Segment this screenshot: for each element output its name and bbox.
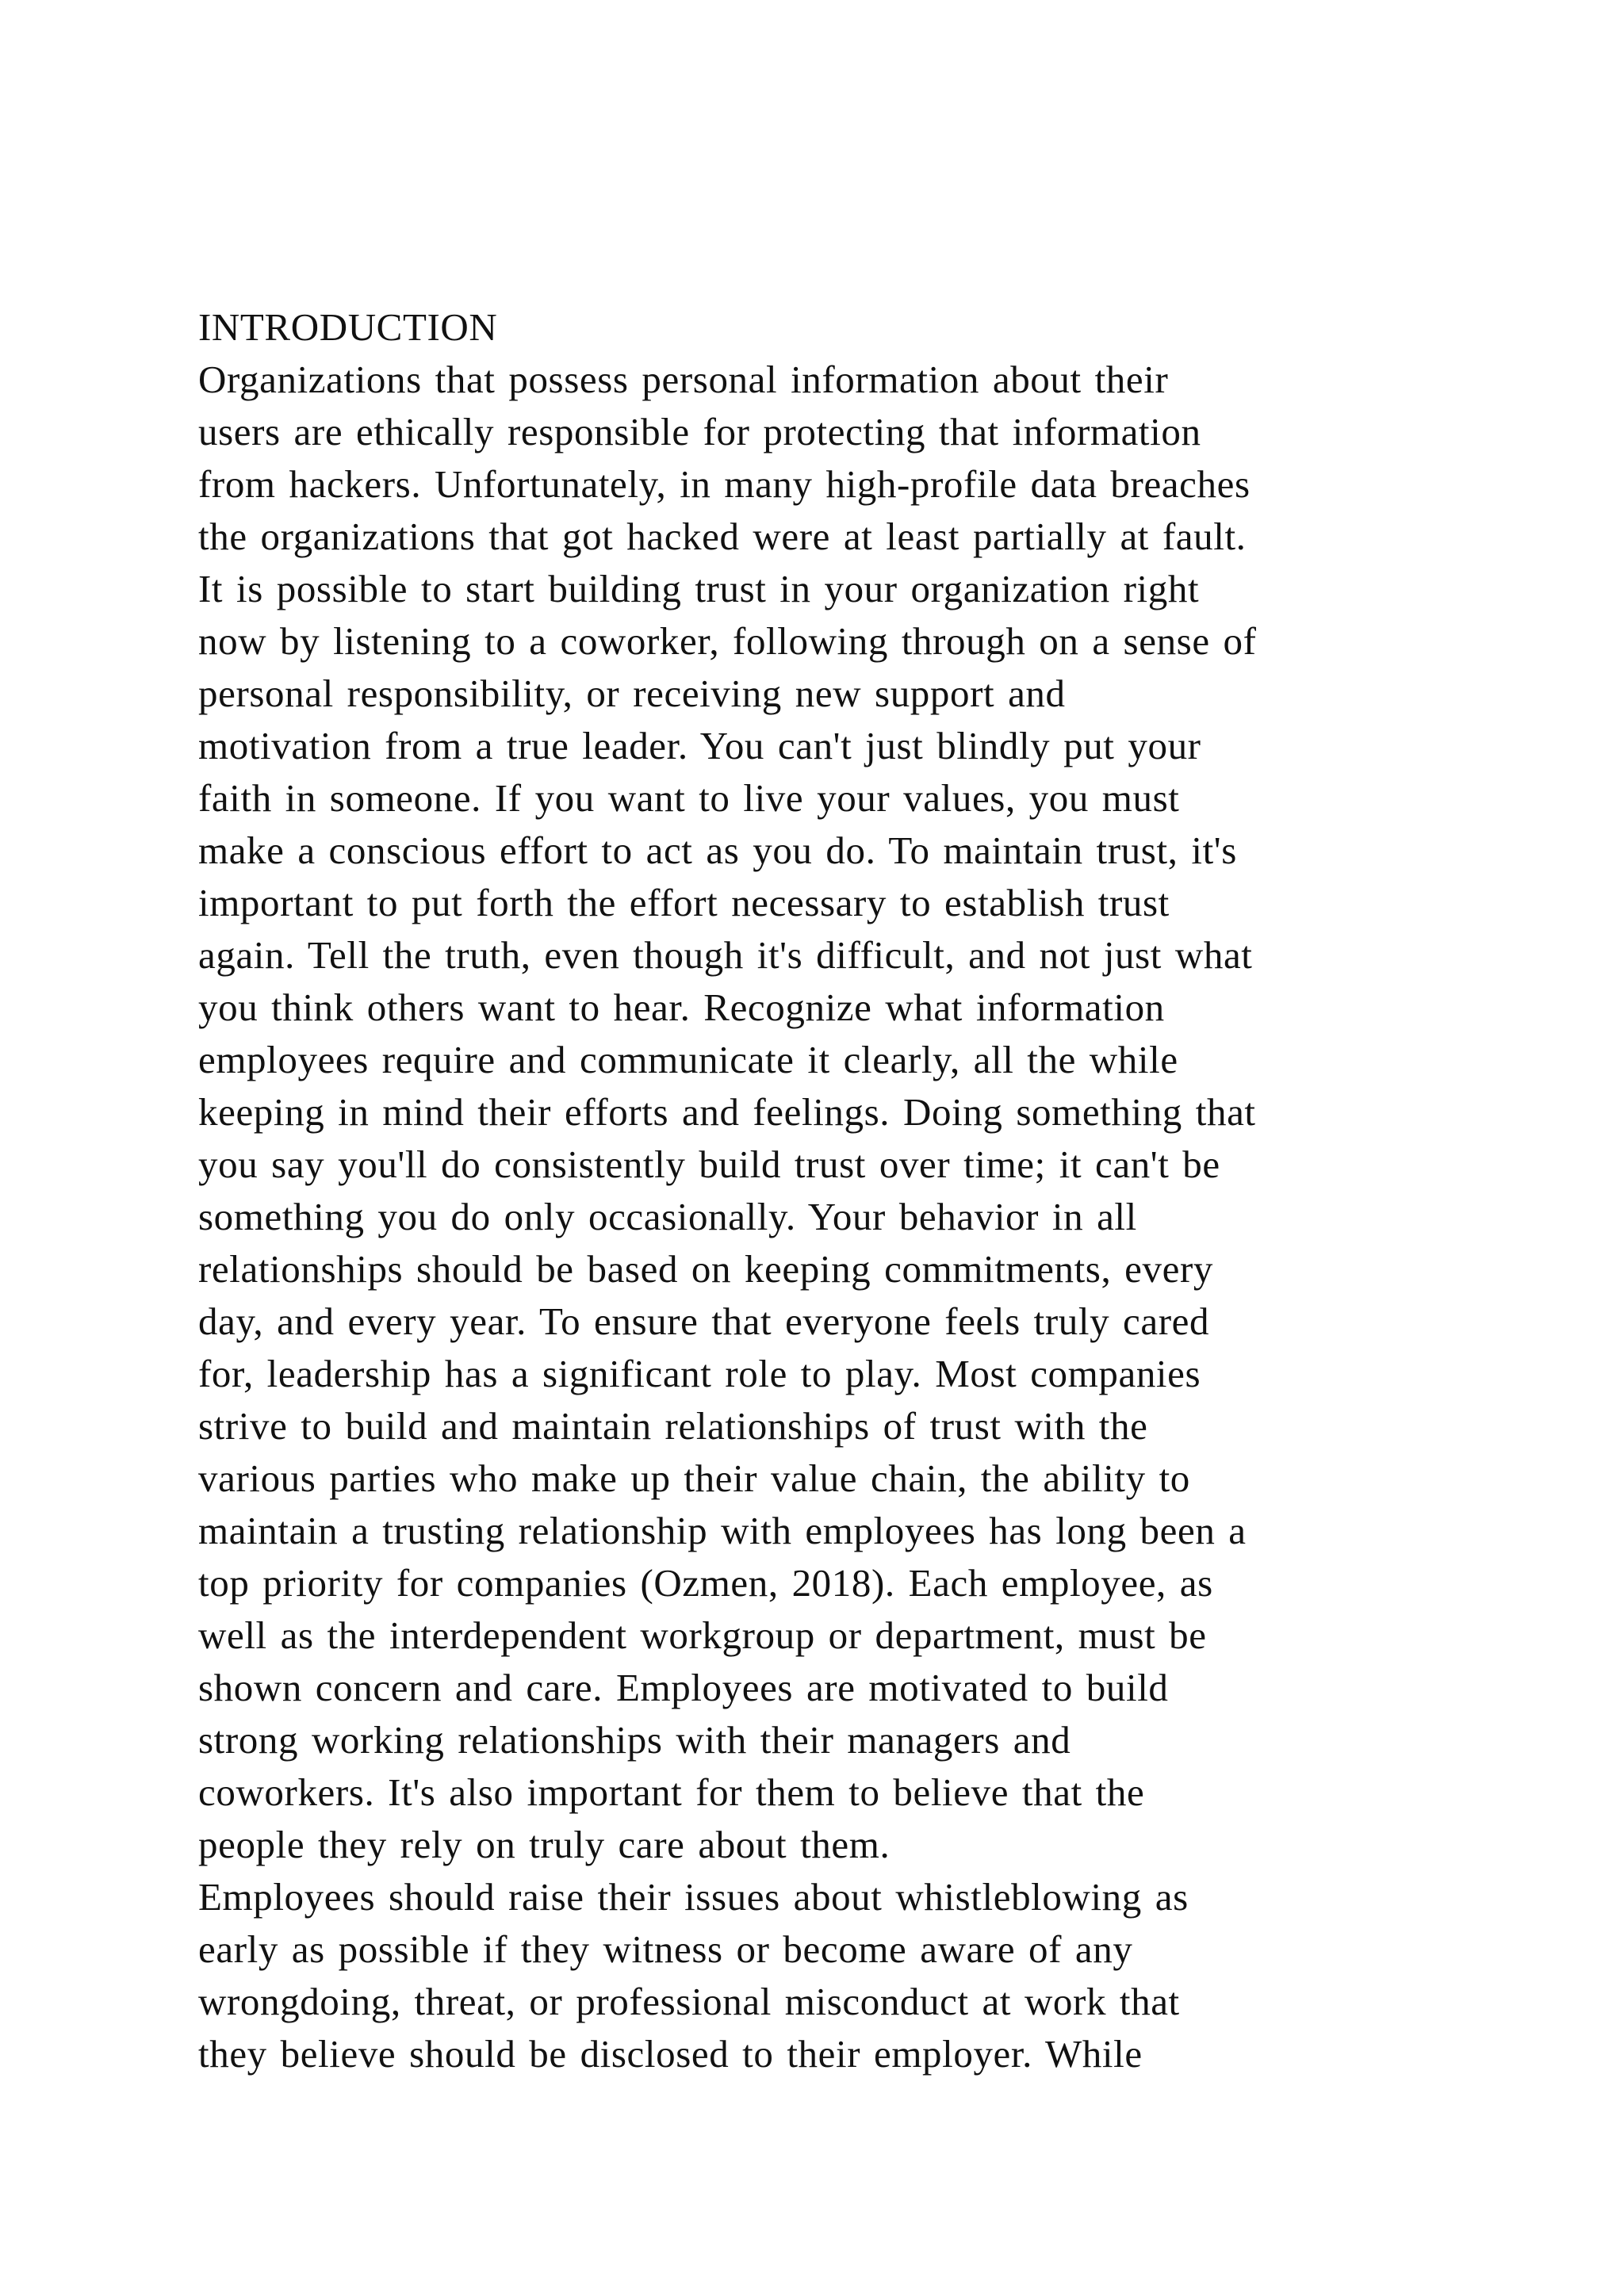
body-text-line: relationships should be based on keeping commitments, every <box>198 1247 1213 1291</box>
body-text-line: keeping in mind their efforts and feelings. Doing something that <box>198 1090 1256 1134</box>
body-text-line: the organizations that got hacked were at least partially at fault. <box>198 515 1247 558</box>
body-text-line: something you do only occasionally. Your behavior in all <box>198 1195 1137 1238</box>
body-text-line: strong working relationships with their managers and <box>198 1718 1071 1762</box>
body-text-line: for, leadership has a significant role to play. Most companies <box>198 1352 1201 1395</box>
body-text-line: coworkers. It's also important for them to believe that the <box>198 1770 1145 1814</box>
body-text-line: now by listening to a coworker, following through on a sense of <box>198 619 1257 663</box>
body-text-line: make a conscious effort to act as you do. To maintain trust, it's <box>198 828 1237 872</box>
body-text-line: top priority for companies (Ozmen, 2018). Each employee, as <box>198 1561 1213 1605</box>
body-text-line: again. Tell the truth, even though it's difficult, and not just what <box>198 933 1253 977</box>
body-text-line: people they rely on truly care about them. <box>198 1823 891 1866</box>
section-heading: INTRODUCTION <box>198 305 498 349</box>
body-text-line: maintain a trusting relationship with employees has long been a <box>198 1509 1247 1552</box>
body-text-line: It is possible to start building trust in your organization right <box>198 567 1200 610</box>
body-text-line: faith in someone. If you want to live your values, you must <box>198 776 1180 820</box>
body-text-line: shown concern and care. Employees are motivated to build <box>198 1666 1169 1709</box>
body-text-line: personal responsibility, or receiving new support and <box>198 672 1066 715</box>
body-text-line: Employees should raise their issues about whistleblowing as <box>198 1875 1189 1919</box>
body-text-line: motivation from a true leader. You can't just blindly put your <box>198 724 1201 767</box>
body-text-line: wrongdoing, threat, or professional misconduct at work that <box>198 1980 1180 2023</box>
body-text-line: strive to build and maintain relationships of trust with the <box>198 1404 1148 1448</box>
body-text-line: employees require and communicate it clearly, all the while <box>198 1038 1178 1081</box>
body-text-line: you say you'll do consistently build trust over time; it can't be <box>198 1142 1220 1186</box>
body-text-line: they believe should be disclosed to their employer. While <box>198 2032 1143 2076</box>
document-body <box>198 301 1467 2080</box>
body-text-line: users are ethically responsible for protecting that information <box>198 410 1201 453</box>
body-text-line: important to put forth the effort necessary to establish trust <box>198 881 1170 924</box>
body-text-line: well as the interdependent workgroup or department, must be <box>198 1613 1207 1657</box>
body-text-line: you think others want to hear. Recognize what information <box>198 985 1165 1029</box>
body-text-line: early as possible if they witness or become aware of any <box>198 1927 1133 1971</box>
body-text-line: various parties who make up their value chain, the ability to <box>198 1456 1190 1500</box>
body-text-line: from hackers. Unfortunately, in many high-profile data breaches <box>198 462 1251 506</box>
body-text-line: day, and every year. To ensure that everyone feels truly cared <box>198 1299 1210 1343</box>
body-text-line: Organizations that possess personal information about their <box>198 358 1169 401</box>
